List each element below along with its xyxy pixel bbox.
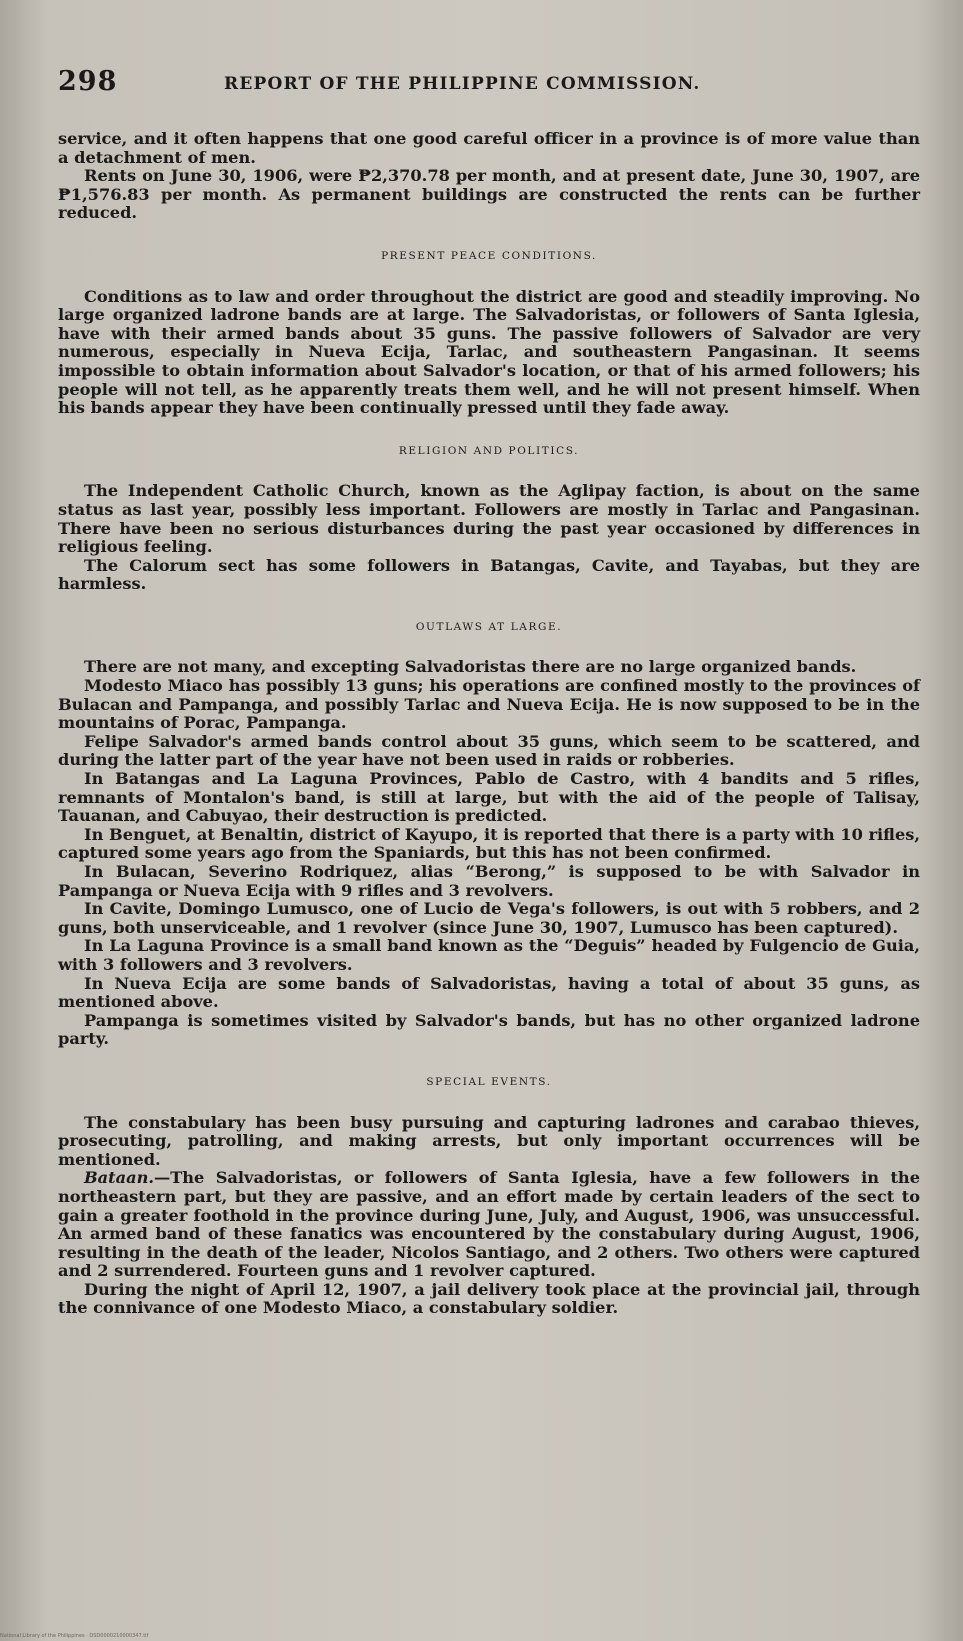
- section-heading-religion: RELIGION AND POLITICS.: [398, 444, 580, 457]
- section-heading-events: SPECIAL EVENTS.: [426, 1075, 552, 1088]
- paragraph: [58, 1169, 920, 1281]
- paragraph: The constabulary has been busy pursuing and capturing ladrones and carabao thieves, prosecuting, patrolling, and making arrests, but only important occurrences will be mentioned.: [58, 1112, 920, 1169]
- scan-credit: National Library of the Philippines · DSD0000210000347.tif: [0, 1633, 149, 1639]
- section-heading-peace: PRESENT PEACE CONDITIONS.: [381, 249, 597, 262]
- page-body: [58, 130, 920, 1318]
- paragraph: The Calorum sect has some followers in Batangas, Cavite, and Tayabas, but they are harmless.: [58, 555, 920, 594]
- paragraph: During the night of April 12, 1907, a jail delivery took place at the provincial jail, through the connivance of one Modesto Miaco, a constabulary soldier.: [58, 1279, 920, 1318]
- paragraph: In La Laguna Province is a small band known as the “Deguis” headed by Fulgencio de Guia, with 3 followers and 3 revolvers.: [58, 936, 920, 974]
- province-lead: Bataan.: [84, 1168, 155, 1188]
- paragraph: In Batangas and La Laguna Provinces, Pablo de Castro, with 4 bandits and 5 rifles, remnants of Montalon's band, is still at large, but with the aid of the people of Talisay, Tauanan, and Cabuyao, their destruction is predicted.: [58, 769, 920, 826]
- page-number: 298: [58, 66, 118, 97]
- section-heading-outlaws: OUTLAWS AT LARGE.: [415, 620, 563, 633]
- paragraph: Modesto Miaco has possibly 13 guns; his operations are confined mostly to the provinces of Bulacan and Pampanga, and possibly Tarlac and Nueva Ecija. He is now supposed to be in the mountains of Porac, Pampanga.: [58, 676, 920, 733]
- paragraph: In Cavite, Domingo Lumusco, one of Lucio de Vega's followers, is out with 5 robbers, and 2 guns, both unserviceable, and 1 revolver (since June 30, 1907, Lumusco has been captured).: [58, 899, 920, 937]
- page-header: [58, 66, 908, 110]
- paragraph: In Benguet, at Benaltin, district of Kayupo, it is reported that there is a party with 10 rifles, captured some years ago from the Spaniards, but this has not been confirmed.: [58, 824, 920, 863]
- paragraph: service, and it often happens that one good careful officer in a province is of more value than a detachment of men.: [58, 129, 920, 167]
- paragraph: There are not many, and excepting Salvadoristas there are no large organized bands.: [84, 657, 857, 677]
- paragraph: In Bulacan, Severino Rodriquez, alias “Berong,” is supposed to be with Salvador in Pampanga or Nueva Ecija with 9 rifles and 3 revolvers.: [58, 862, 920, 900]
- paragraph: The Independent Catholic Church, known as the Aglipay faction, is about on the same status as last year, possibly less important. Followers are mostly in Tarlac and Pangasinan. There have been no serious disturbances during the past year occasioned by differences in religious feeling.: [58, 481, 920, 557]
- paragraph: In Nueva Ecija are some bands of Salvadoristas, having a total of about 35 guns, as mentioned above.: [58, 973, 920, 1012]
- paragraph: Conditions as to law and order throughout the district are good and steadily improving. No large organized ladrone bands are at large. The Salvadoristas, or followers of Santa Iglesia, have with their armed bands about 35 guns. The passive followers of Salvador are very numerous, especially in Nueva Ecija, Tarlac, and southeastern Pangasinan. It seems impossible to obtain information about Salvador's location, or that of his armed followers; his people will not tell, as he apparently treats them well, and he will not present himself. When his bands appear they have been continually pressed until they fade away.: [58, 286, 920, 418]
- paragraph: Pampanga is sometimes visited by Salvador's bands, but has no other organized ladrone party.: [58, 1010, 920, 1049]
- paragraph: Felipe Salvador's armed bands control about 35 guns, which seem to be scattered, and during the latter part of the year have not been used in raids or robberies.: [58, 731, 920, 770]
- paragraph-text: —The Salvadoristas, or followers of Santa Iglesia, have a few followers in the northeastern part, but they are passive, and an effort made by certain leaders of the sect to gain a greater foothold in the province during June, July, and August, 1906, was unsuccessful. An armed band of these fanatics was encountered by the constabulary during August, 1906, resulting in the death of the leader, Nicolos Santiago, and 2 others. Two others were captured and 2 surrendered. Fourteen guns and 1 revolver captured.: [58, 1168, 920, 1281]
- running-title: REPORT OF THE PHILIPPINE COMMISSION.: [224, 74, 701, 94]
- paragraph: Rents on June 30, 1906, were ₱2,370.78 per month, and at present date, June 30, 1907, are ₱1,576.83 per month. As permanent buildings are constructed the rents can be further reduced.: [58, 166, 920, 223]
